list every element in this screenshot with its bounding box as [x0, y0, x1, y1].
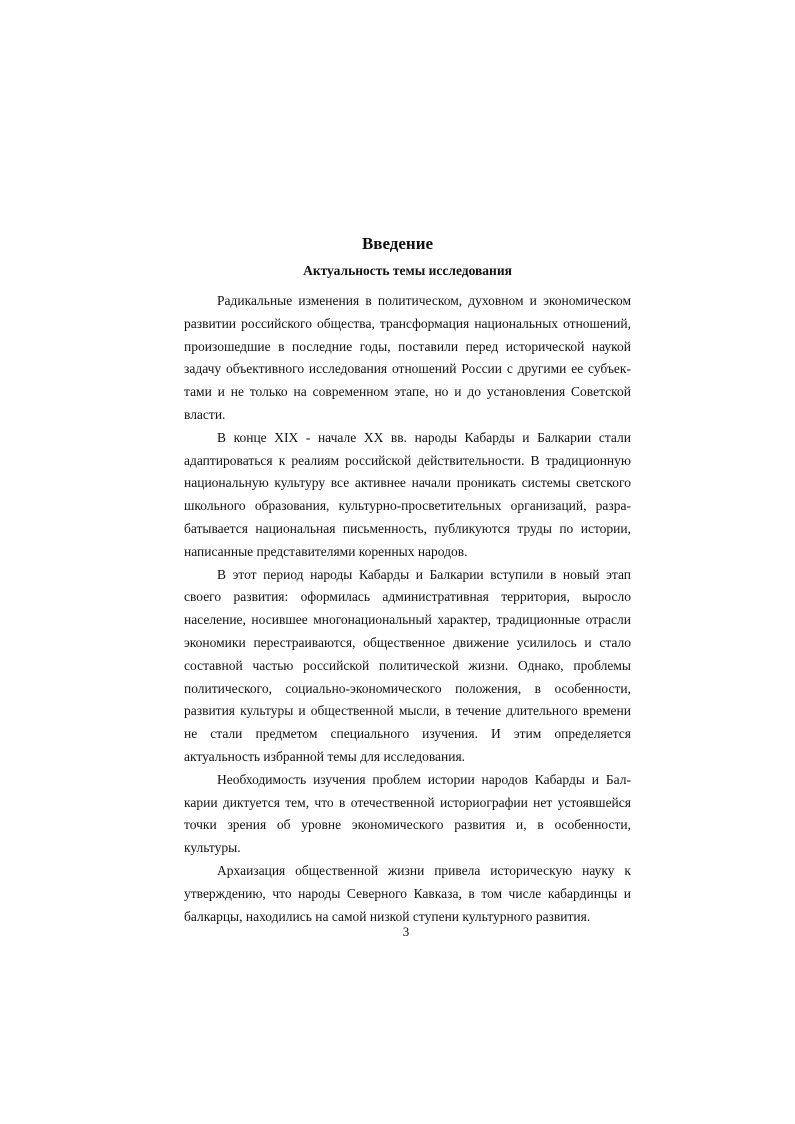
- paragraph-4: Необходимость изучения проблем истории народов Кабарды и Балкарии диктуется тем, что в отечественной историографии нет устоявшейся точки зрения об уровне экономического развития и, в особенности, культуры.: [184, 771, 631, 856]
- paragraph-1: Радикальные изменения в политическом, духовном и экономическом развитии российского общества, трансформация национальных отношений, произошедшие в последние годы, поставили перед исторической наукой задачу объективного исследования отношений России с другими ее субъектами и не только на современном этапе, но и до установления Советской власти.: [184, 293, 631, 422]
- paragraph-3: В этот период народы Кабарды и Балкарии вступили в новый этап своего развития: оформилась административная территория, выросло население, носившее многонациональный характер, традиционные отрасли экономики перестраиваются, общественное движение усилилось и стало составной частью российской политической жизни. Однако, проблемы политического, социально-экономического положения, в особенности, развития культуры и общественной мысли, в течение длительного времени не стали предметом специального изучения. И этим определяется актуальность избранной темы для исследования.: [184, 566, 631, 764]
- paragraph-5: Архаизация общественной жизни привела историческую науку к утверждению, что народы Северного Кавказа, в том числе кабардинцы и балкарцы, находились на самой низкой ступени культурного развития.: [184, 862, 631, 924]
- page-number: 3: [402, 924, 410, 939]
- chapter-title: Введение: [361, 234, 434, 253]
- section-subtitle: Актуальность темы исследования: [303, 263, 512, 278]
- body-text: [184, 290, 631, 928]
- paragraph-2: В конце XIX - начале XX вв. народы Кабарды и Балкарии стали адаптироваться к реалиям российской действительности. В традиционную национальную культуру все активнее начали проникать системы светского школьного образования, культурно-просветительных организаций, разрабатывается национальная письменность, публикуются труды по истории, написанные представителями коренных народов.: [184, 429, 631, 559]
